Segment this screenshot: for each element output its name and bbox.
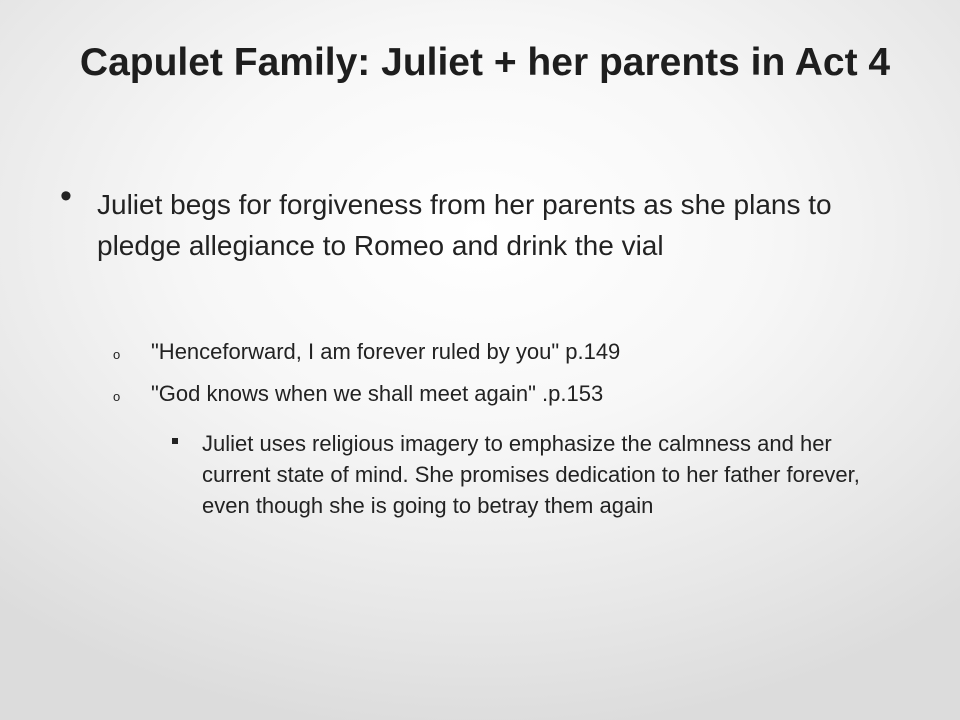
main-bullet-text: Juliet begs for forgiveness from her parents as she plans to pledge allegiance to Romeo and drink the vial: [97, 189, 832, 261]
square-bullet-icon: [172, 438, 178, 444]
sub-bullet-o-icon: o: [113, 389, 121, 404]
quote-item: [113, 378, 893, 418]
quote-text: "God knows when we shall meet again" .p.153: [151, 381, 604, 406]
quote-text: "Henceforward, I am forever ruled by you" p.149: [151, 339, 621, 364]
analysis-text: Juliet uses religious imagery to emphasize the calmness and her current state of mind. She promises dedication to her father forever, even though she is going to betray them again: [202, 431, 860, 518]
slide-title: Capulet Family: Juliet + her parents in Act 4: [79, 41, 891, 84]
bullet-dot-icon: •: [60, 177, 72, 215]
sub-bullet-o-icon: o: [113, 347, 121, 362]
quote-item: [113, 336, 893, 376]
